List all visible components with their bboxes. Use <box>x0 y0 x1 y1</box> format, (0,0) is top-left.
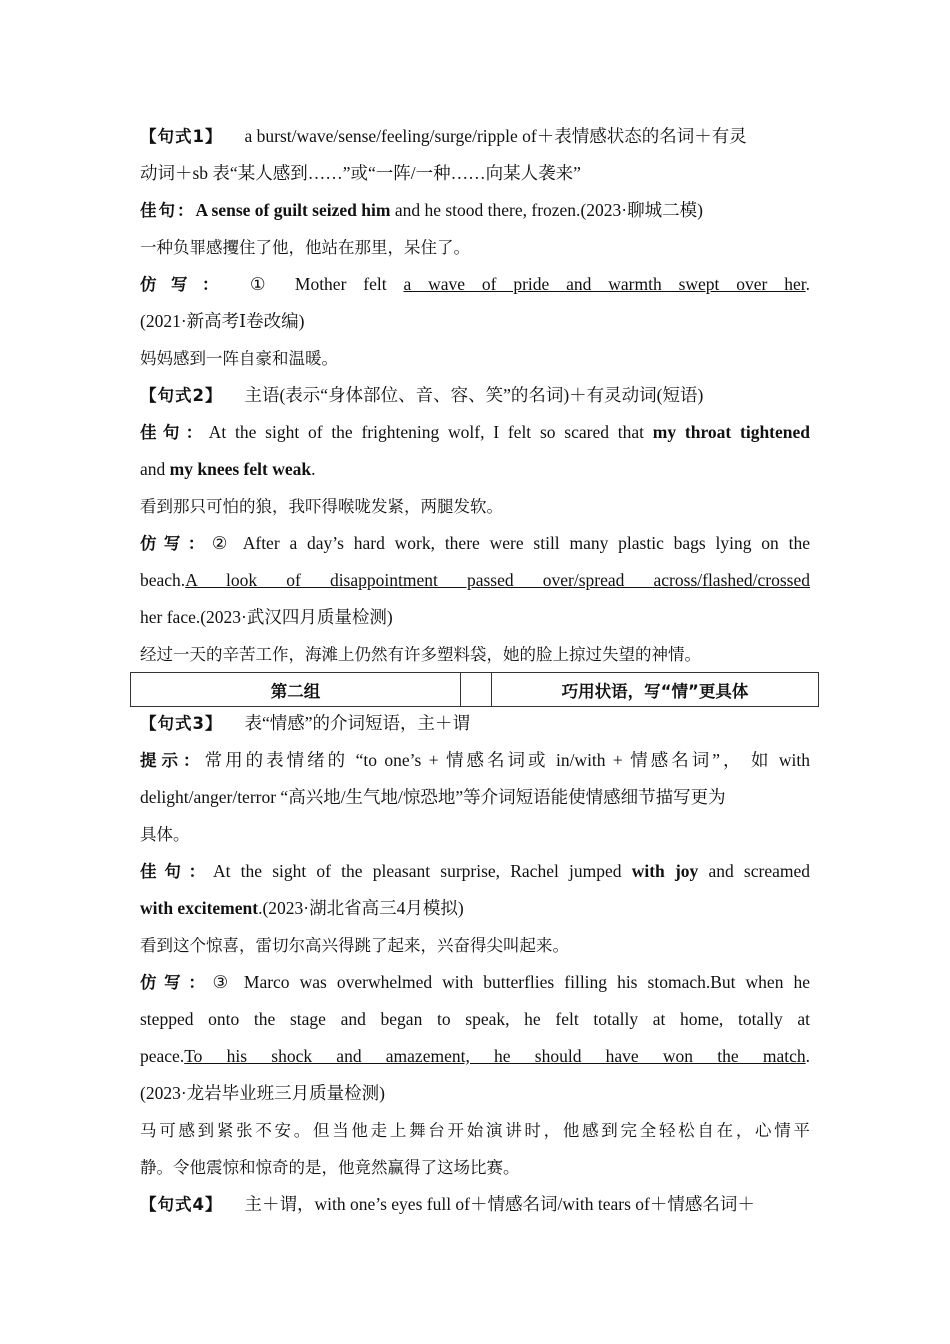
s3-example-end: . <box>258 898 263 918</box>
s3-imitation-c <box>140 1038 810 1075</box>
s1-tag: 【句式1】 <box>140 127 223 146</box>
section-3 <box>140 705 810 1223</box>
s3-example-bold-2: with excitement <box>140 898 259 918</box>
s2-example-pre: At the sight of the frightening wolf, I felt so scared that <box>208 422 653 442</box>
s3-heading <box>140 705 810 742</box>
s3-imitation-end: . <box>805 1046 810 1066</box>
s3-tip <box>140 742 810 779</box>
s2-tag: 【句式2】 <box>140 386 223 405</box>
s1-imitation-cn: 妈妈感到一阵自豪和温暖。 <box>140 349 338 368</box>
s3-example-mid: and screamed <box>698 861 810 881</box>
s1-desc-a: a burst/wave/sense/feeling/surge/ripple of＋表情感状态的名词＋有灵 <box>244 126 747 146</box>
s3-tip-c: 具体。 <box>140 825 190 844</box>
s2-example <box>140 414 810 451</box>
imitation-label: 仿写： <box>140 973 213 992</box>
s3-tag: 【句式3】 <box>140 714 223 733</box>
group-title: 第二组 <box>131 673 461 707</box>
example-label: 佳句： <box>140 862 213 881</box>
s1-example-cn: 一种负罪感攫住了他，他站在那里，呆住了。 <box>140 238 470 257</box>
s3-desc: 表“情感”的介词短语，主＋谓 <box>244 713 471 733</box>
s2-imitation-cn: 经过一天的辛苦工作，海滩上仍然有许多塑料袋，她的脸上掠过失望的神情。 <box>140 645 701 664</box>
s1-imitation-source: (2021·新高考Ⅰ卷改编) <box>140 311 305 331</box>
s2-imitation-pre: ② After a day’s hard work, there were still many plastic bags lying on the <box>211 533 810 553</box>
group-header-table <box>130 672 819 707</box>
s3-example-bold-1: with joy <box>631 861 699 881</box>
s1-heading <box>140 118 810 155</box>
s3-example-cn: 看到这个惊喜，雷切尔高兴得跳了起来，兴奋得尖叫起来。 <box>140 936 569 955</box>
s1-desc-b: 动词＋sb 表“某人感到……”或“一阵/一种……向某人袭来” <box>140 163 581 183</box>
s3-example-cont <box>140 890 810 927</box>
s3-example-pre: At the sight of the pleasant surprise, Rachel jumped <box>212 861 632 881</box>
s2-imitation <box>140 525 810 562</box>
s3-imitation <box>140 964 810 1001</box>
s1-example-source: (2023·聊城二模) <box>580 200 703 220</box>
s1-example-bold: A sense of guilt seized him <box>195 200 391 220</box>
s3-example-source: (2023·湖北省高三4月模拟) <box>262 898 464 918</box>
s2-example-cn: 看到那只可怕的狼，我吓得喉咙发紧，两腿发软。 <box>140 497 503 516</box>
s1-imitation-answer: a wave of pride and warmth swept over her <box>403 274 806 294</box>
s2-imitation-source: (2023·武汉四月质量检测) <box>200 607 393 627</box>
section-1 <box>140 118 810 673</box>
s4-tag: 【句式4】 <box>140 1195 223 1214</box>
s4-desc: 主＋谓，with one’s eyes full of＋情感名词/with tears of＋情感名词＋ <box>244 1194 755 1214</box>
s2-example-bold-2: my knees felt weak <box>169 459 312 479</box>
s2-example-bold-1: my throat tightened <box>652 422 811 442</box>
group-spacer-cell <box>461 673 492 707</box>
tip-label: 提示： <box>140 751 205 770</box>
s3-tip-a: 常用的表情绪的 “to one’s + 情感名词或 in/with + 情感名词”， 如 with <box>204 750 810 770</box>
s1-imitation <box>140 266 810 303</box>
s2-example-and: and <box>140 459 170 479</box>
s1-imitation-pre: ① Mother felt <box>249 274 404 294</box>
s1-imitation-end: . <box>805 274 810 294</box>
s2-imitation-answer: A look of disappointment passed over/spread across/flashed/crossed <box>185 570 810 590</box>
s3-imitation-a: ③ Marco was overwhelmed with butterflies filling his stomach.But when he <box>212 972 811 992</box>
s3-imitation-answer: To his shock and amazement, he should have won the match <box>184 1046 806 1066</box>
group-subtitle: 巧用状语，写“情”更具体 <box>492 673 819 707</box>
imitation-label: 仿写： <box>140 534 212 553</box>
s3-imitation-source: (2023·龙岩毕业班三月质量检测) <box>140 1083 385 1103</box>
s1-example <box>140 192 810 229</box>
imitation-label: 仿写： <box>140 275 233 294</box>
s2-example-cont <box>140 451 810 488</box>
s3-imitation-peace: peace. <box>140 1046 185 1066</box>
s3-imitation-cn-a: 马可感到紧张不安。但当他走上舞台开始演讲时，他感到完全轻松自在，心情平 <box>140 1121 810 1140</box>
s2-imitation-beach: beach. <box>140 570 186 590</box>
s2-heading <box>140 377 810 414</box>
s4-heading <box>140 1186 810 1223</box>
s2-imitation-cont <box>140 562 810 599</box>
s2-example-end: . <box>311 459 316 479</box>
s1-example-rest: and he stood there, frozen. <box>390 200 581 220</box>
s2-imitation-end <box>140 599 810 636</box>
s3-imitation-b: stepped onto the stage and began to speak, he felt totally at home, totally at <box>140 1009 810 1029</box>
s3-imitation-cn-b: 静。令他震惊和惊奇的是，他竟然赢得了这场比赛。 <box>140 1158 520 1177</box>
example-label: 佳句： <box>140 423 209 442</box>
example-label: 佳句： <box>140 201 196 220</box>
s3-tip-b: delight/anger/terror “高兴地/生气地/惊恐地”等介词短语能使情感细节描写更为 <box>140 787 726 807</box>
s3-example <box>140 853 810 890</box>
s2-desc: 主语(表示“身体部位、音、容、笑”的名词)＋有灵动词(短语) <box>244 385 704 405</box>
s2-imitation-face: her face. <box>140 607 201 627</box>
